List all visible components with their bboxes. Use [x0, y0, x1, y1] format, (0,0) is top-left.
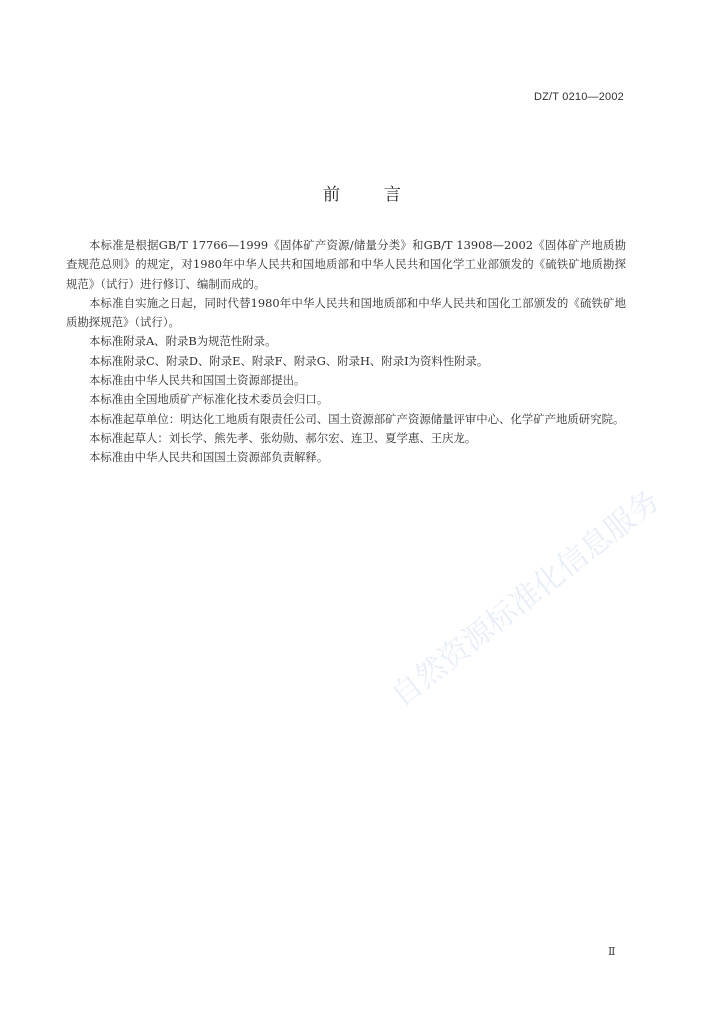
page-number: Ⅱ: [608, 945, 616, 958]
watermark: 自然资源标准化信息服务: [384, 483, 667, 714]
paragraph: 本标准由中华人民共和国国土资源部负责解释。: [89, 450, 329, 465]
page-title: 前言: [323, 185, 445, 205]
foreword-body: [66, 236, 626, 468]
paragraph: 本标准自实施之日起，同时代替1980年中华人民共和国地质部和中华人民共和国化工部颁发的《硫铁矿地质勘探规范》（试行）。: [66, 295, 626, 330]
paragraph: 本标准起草单位：明达化工地质有限责任公司、国土资源部矿产资源储量评审中心、化学矿产地质研究院。: [89, 411, 625, 426]
paragraph: 本标准是根据GB/T 17766—1999《固体矿产资源/储量分类》和GB/T 13908—2002《固体矿产地质勘查规范总则》的规定，对1980年中华人民共和国地质部和中华人民共和国化学工业部颁发的《硫铁矿地质勘探规范》（试行）进行修订、编制而成的。: [66, 238, 626, 291]
paragraph: 本标准附录C、附录D、附录E、附录F、附录G、附录H、附录I为资料性附录。: [89, 353, 489, 368]
paragraph: 本标准由中华人民共和国国土资源部提出。: [89, 373, 306, 388]
paragraph: 本标准起草人：刘长学、熊先孝、张幼勋、郝尔宏、连卫、夏学惠、王庆龙。: [89, 430, 477, 445]
paragraph: 本标准附录A、附录B为规范性附录。: [89, 334, 277, 349]
paragraph: 本标准由全国地质矿产标准化技术委员会归口。: [89, 392, 329, 407]
document-code: DZ/T 0210—2002: [533, 91, 624, 103]
